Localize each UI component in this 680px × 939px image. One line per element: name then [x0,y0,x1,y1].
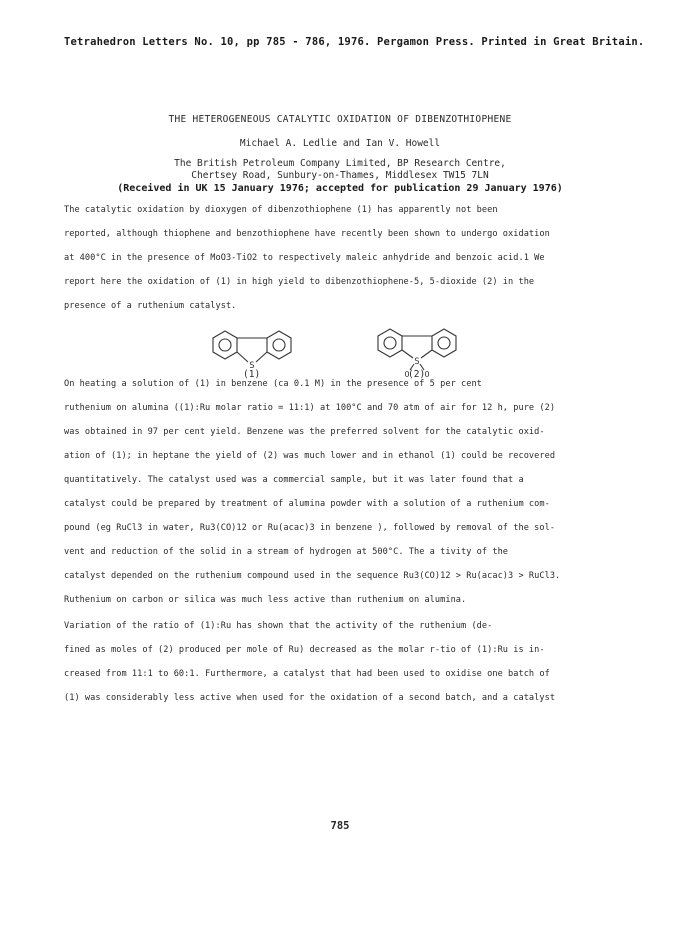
text-line: quantitatively. The catalyst used was a commercial sample, but it was later found that a [64,475,524,485]
text-line: presence of a ruthenium catalyst. [64,301,237,311]
text-line: Ruthenium on carbon or silica was much less active than ruthenium on alumina. [64,595,467,605]
text-line: The catalytic oxidation by dioxygen of dibenzothiophene (1) has apparently not been [64,205,498,215]
oxygen-atom: O [404,370,410,378]
text-line: catalyst depended on the ruthenium compound used in the sequence Ru3(CO)12 > Ru(acac)3 > RuCl3. [64,571,561,581]
structure-label-1: (1) [243,369,261,380]
oxygen-atom: O [424,370,430,378]
text-line: pound (eg RuCl3 in water, Ru3(CO)12 or Ru(acac)3 in benzene ), followed by removal of the sol- [64,523,556,533]
article-title: THE HETEROGENEOUS CATALYTIC OXIDATION OF DIBENZOTHIOPHENE [168,114,512,125]
text-line: Variation of the ratio of (1):Ru has shown that the activity of the ruthenium (de- [64,621,493,631]
text-line: ruthenium on alumina ((1):Ru molar ratio = 11:1) at 100°C and 70 atm of air for 12 h, pure (2) [64,403,556,413]
structure-label-2: (2) [408,369,426,380]
text-line: catalyst could be prepared by treatment of alumina powder with a solution of a ruthenium com- [64,499,550,509]
text-line: at 400°C in the presence of MoO3-TiO2 to respectively maleic anhydride and benzoic acid.1 We [64,253,545,263]
affiliation-line-1: The British Petroleum Company Limited, BP Research Centre, [174,158,506,169]
text-line: reported, although thiophene and benzothiophene have recently been shown to undergo oxidation [64,229,550,239]
text-line: vent and reduction of the solid in a stream of hydrogen at 500°C. The a tivity of the [64,547,509,557]
received-date: (Received in UK 15 January 1976; accepted for publication 29 January 1976) [117,183,563,194]
text-line: creased from 11:1 to 60:1. Furthermore, a catalyst that had been used to oxidise one batch of [64,669,550,679]
affiliation-line-2: Chertsey Road, Sunbury-on-Thames, Middlesex TW15 7LN [191,170,489,181]
text-line: ation of (1); in heptane the yield of (2) was much lower and in ethanol (1) could be recovered [64,451,556,461]
sulfur-atom: S [414,357,420,367]
journal-header: Tetrahedron Letters No. 10, pp 785 - 786, 1976. Pergamon Press. Printed in Great Britain. [64,36,645,48]
authors: Michael A. Ledlie and Ian V. Howell [239,138,441,149]
structure-dibenzothiophene [205,318,300,373]
text-line: report here the oxidation of (1) in high yield to dibenzothiophene-5, 5-dioxide (2) in the [64,277,535,287]
page-number: 785 [330,820,350,832]
text-line: On heating a solution of (1) in benzene (ca 0.1 M) in the presence of 5 per cent [64,379,482,389]
text-line: fined as moles of (2) produced per mole of Ru) decreased as the molar r-tio of (1):Ru is in- [64,645,545,655]
sulfur-atom: S [249,361,255,371]
text-line: (1) was considerably less active when used for the oxidation of a second batch, and a catalyst [64,693,556,703]
text-line: was obtained in 97 per cent yield. Benzene was the preferred solvent for the catalytic oxid- [64,427,545,437]
